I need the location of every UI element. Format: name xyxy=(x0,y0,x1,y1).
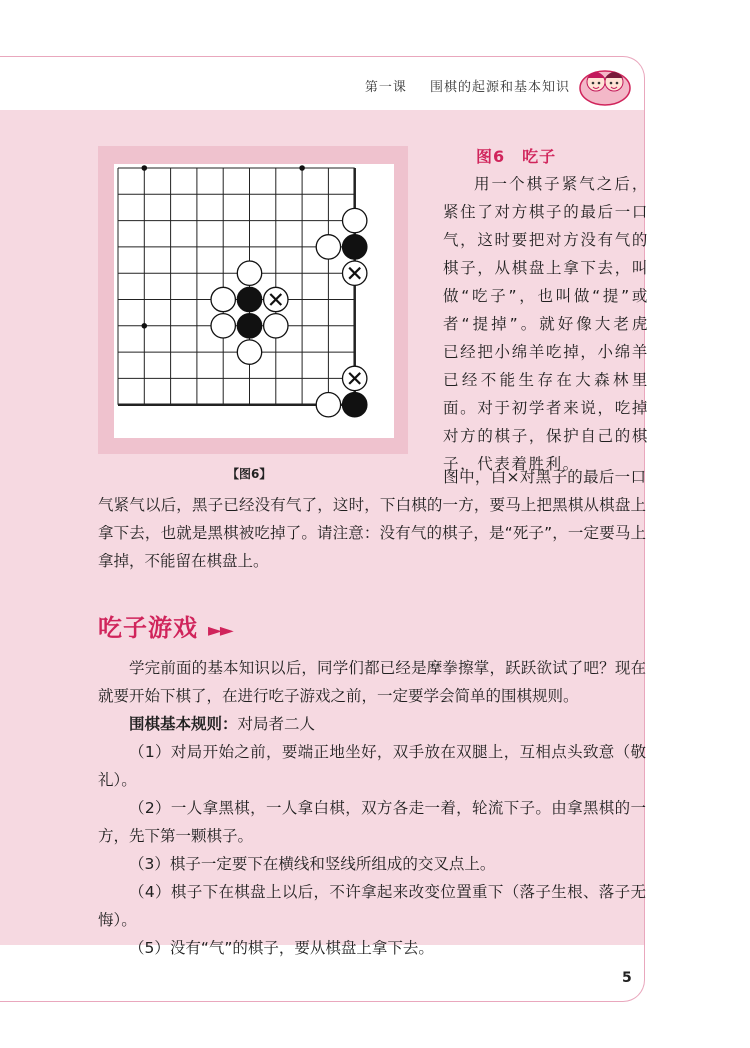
white-stone xyxy=(264,314,288,338)
rule-item: （2）一人拿黑棋，一人拿白棋，双方各走一着，轮流下子。由拿黑棋的一方，先下第一颗棋子。 xyxy=(98,799,646,845)
white-stone xyxy=(316,393,340,417)
page-number: 5 xyxy=(622,970,632,986)
figure-side-text: 用一个棋子紧气之后，紧住了对方棋子的最后一口气，这时要把对方没有气的棋子，从棋盘上拿下去，叫做“吃子”，也叫做“提”或者“提掉”。就好像大老虎已经把小绵羊吃掉，小绵羊已经不能生存在大森林里面。对于初学者来说，吃掉对方的棋子，保护自己的棋子，代表着胜利。 xyxy=(443,175,649,473)
header-title: 围棋的起源和基本知识 xyxy=(429,80,570,95)
section-heading xyxy=(98,608,232,643)
rule-item: （4）棋子下在棋盘上以后，不许拿起来改变位置重下（落子生根、落子无悔）。 xyxy=(98,883,646,929)
section-body xyxy=(98,654,646,962)
figure-title: 图6 吃子 xyxy=(476,147,557,166)
go-board-diagram xyxy=(114,164,394,438)
arrow-icon: ►► xyxy=(208,620,232,641)
white-stone xyxy=(343,208,367,232)
running-header xyxy=(347,76,570,95)
rules-label: 围棋基本规则： xyxy=(129,715,238,733)
black-stone xyxy=(343,393,367,417)
figure-continue-text xyxy=(98,463,646,575)
star-point xyxy=(142,165,148,171)
rules-heading xyxy=(98,710,646,738)
white-stone xyxy=(237,261,261,285)
white-stone xyxy=(211,314,235,338)
intro-paragraph: 学完前面的基本知识以后，同学们都已经是摩拳擦掌，跃跃欲试了吧？现在就要开始下棋了，在进行吃子游戏之前，一定要学会简单的围棋规则。 xyxy=(98,659,646,705)
figure-caption: 【图6】 xyxy=(227,467,272,481)
black-stone xyxy=(237,314,261,338)
black-stone xyxy=(237,287,261,311)
white-stone xyxy=(316,235,340,259)
section-title: 吃子游戏 xyxy=(98,614,198,642)
rule-item: （3）棋子一定要下在横线和竖线所组成的交叉点上。 xyxy=(129,855,496,873)
continue-paragraph: 图中，白×对黑子的最后一口气紧气以后，黑子已经没有气了，这时，下白棋的一方，要马上把黑棋从棋盘上拿下去，也就是黑棋被吃掉了。请注意：没有气的棋子，是“死子”，一定要马上拿掉，不能留在棋盘上。 xyxy=(98,468,646,570)
header-lesson: 第一课 xyxy=(364,80,407,95)
star-point xyxy=(142,323,148,329)
cartoon-logo-icon xyxy=(578,62,632,106)
black-stone xyxy=(343,235,367,259)
white-stone xyxy=(211,287,235,311)
rules-players: 对局者二人 xyxy=(237,715,316,733)
white-stone xyxy=(237,340,261,364)
star-point xyxy=(299,165,305,171)
rule-item: （1）对局开始之前，要端正地坐好，双手放在双腿上，互相点头致意（敬礼）。 xyxy=(98,743,646,789)
rule-item: （5）没有“气”的棋子，要从棋盘上拿下去。 xyxy=(129,939,434,957)
